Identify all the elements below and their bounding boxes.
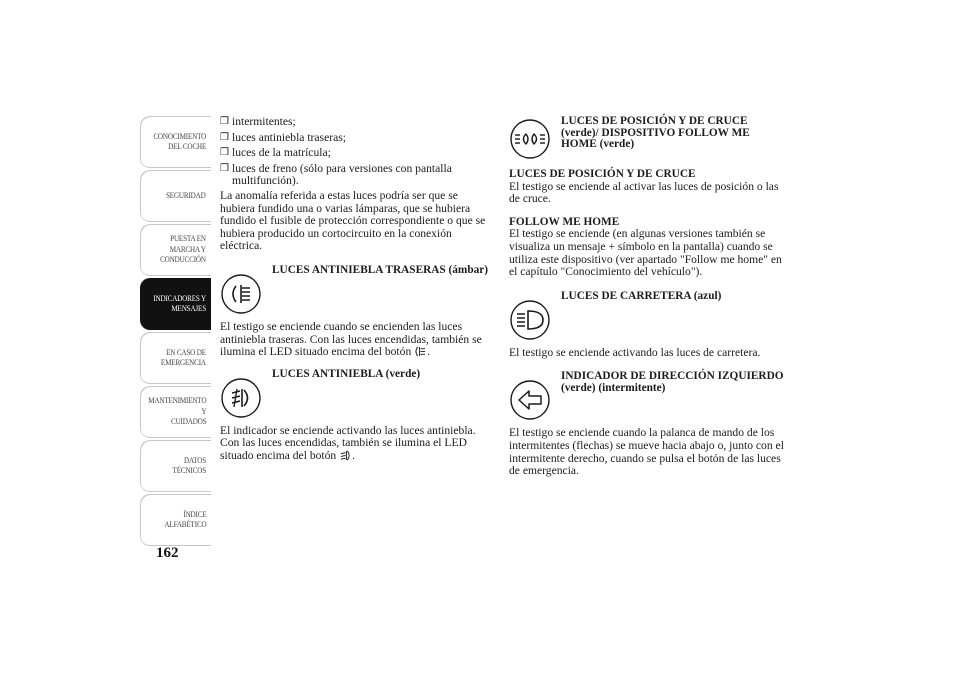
left-arrow-icon bbox=[509, 379, 551, 421]
position-lights-body: El testigo se enciende al activar las luces de posición o las de cruce. bbox=[509, 179, 779, 206]
front-fog-button-icon bbox=[339, 450, 352, 461]
high-beam-icon bbox=[509, 299, 551, 341]
front-fog-body: El indicador se enciende activando las luces antiniebla. Con las luces encendidas, también se ilumina el LED situado encima del botón . bbox=[220, 423, 476, 462]
left-turn-section bbox=[509, 371, 784, 421]
list-item: ❒ luces de freno (sólo para versiones con pantalla multifunción). bbox=[220, 161, 452, 188]
rear-fog-light-icon bbox=[220, 273, 262, 315]
tab-label: EN CASO DE EMERGENCIA bbox=[161, 347, 206, 367]
tab-label: ÍNDICE ALFABÉTICO bbox=[163, 509, 206, 529]
left-column bbox=[220, 116, 495, 469]
front-fog-light-icon bbox=[220, 377, 262, 419]
tab-label: SEGURIDAD bbox=[166, 190, 206, 200]
sidebar-tab-indicadores[interactable] bbox=[140, 278, 211, 330]
list-item: ❒ intermitentes; bbox=[220, 115, 296, 128]
sidebar-tab-conocimiento[interactable] bbox=[140, 116, 211, 168]
position-lights-icon bbox=[509, 118, 551, 160]
tab-label: PUESTA EN MARCHA Y CONDUCCIÓN bbox=[160, 234, 206, 265]
high-beam-heading: LUCES DE CARRETERA (azul) bbox=[561, 289, 722, 302]
position-lights-heading: LUCES DE POSICIÓN Y DE CRUCE (verde)/ DISPOSITIVO FOLLOW ME HOME (verde) bbox=[561, 115, 750, 151]
left-turn-heading: INDICADOR DE DIRECCIÓN IZQUIERDO (verde) (intermitente) bbox=[561, 370, 784, 394]
high-beam-section bbox=[509, 291, 784, 341]
tab-label: DATOS TÉCNICOS bbox=[172, 455, 206, 475]
intro-paragraph: La anomalía referida a estas luces podría ser que se hubiera fundido una o varias lámparas, que se hubiera fundido el fusible de protección correspondiente o que se hubiera producido un cortocircuito en la conexión eléctrica. bbox=[220, 188, 486, 253]
rear-fog-heading: LUCES ANTINIEBLA TRASERAS (ámbar) bbox=[272, 263, 489, 276]
rear-fog-section bbox=[220, 265, 495, 315]
rear-fog-button-icon bbox=[414, 346, 427, 357]
rear-fog-body: El testigo se enciende cuando se encienden las luces antiniebla traseras. Con las luces encendidas, también se ilumina el LED situado encima del botón . bbox=[220, 319, 482, 359]
follow-me-home-subheading: FOLLOW ME HOME bbox=[509, 215, 620, 228]
bullet-glyph: ❒ bbox=[220, 116, 229, 127]
sidebar-tab-puesta-en-marcha[interactable] bbox=[140, 224, 211, 276]
left-turn-body: El testigo se enciende cuando la palanca de mando de los intermitentes (flechas) se mueve hacia abajo o, junto con el intermitente derecho, cuando se pulsa el botón de las luces de emergencia. bbox=[509, 426, 784, 478]
sidebar-tab-datos-tecnicos[interactable] bbox=[140, 440, 211, 492]
sidebar-tab-emergencia[interactable] bbox=[140, 332, 211, 384]
follow-me-home-body: El testigo se enciende (en algunas versiones también se visualiza un mensaje + símbolo en la pantalla) cuando se utiliza este dispositivo (ver apartado "Follow me home" en el capítulo "Conocimiento del vehículo"). bbox=[509, 227, 782, 279]
tab-label: INDICADORES Y MENSAJES bbox=[153, 293, 206, 313]
tab-label: CONOCIMIENTO DEL COCHE bbox=[153, 131, 206, 151]
bullet-glyph: ❒ bbox=[220, 162, 229, 174]
list-item: ❒ luces de la matrícula; bbox=[220, 146, 331, 160]
bullet-glyph: ❒ bbox=[220, 147, 229, 159]
position-lights-section bbox=[509, 116, 784, 164]
front-fog-section bbox=[220, 369, 495, 419]
position-lights-subheading: LUCES DE POSICIÓN Y DE CRUCE bbox=[509, 168, 696, 180]
right-column bbox=[509, 116, 784, 484]
front-fog-heading: LUCES ANTINIEBLA (verde) bbox=[272, 367, 421, 380]
page-number: 162 bbox=[156, 545, 179, 561]
tab-label: MANTENIMIENTO Y CUIDADOS bbox=[147, 396, 206, 427]
high-beam-body: El testigo se enciende activando las luces de carretera. bbox=[509, 345, 761, 359]
bullet-glyph: ❒ bbox=[220, 131, 229, 143]
sidebar-tab-indice[interactable] bbox=[140, 494, 211, 546]
sidebar-tab-mantenimiento[interactable] bbox=[140, 386, 211, 438]
sidebar-tab-seguridad[interactable] bbox=[140, 170, 211, 222]
list-item: ❒ luces antiniebla traseras; bbox=[220, 130, 346, 144]
